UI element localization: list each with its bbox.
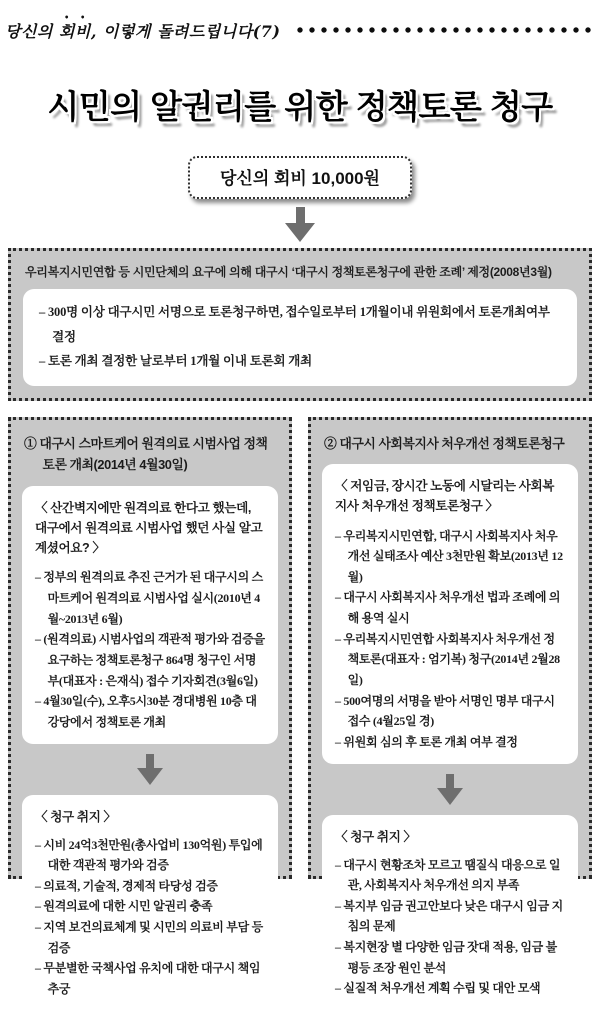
case2-purpose-list	[335, 855, 565, 999]
case1-purpose-bullet: – 원격의료에 대한 시민 알권리 충족	[35, 899, 213, 914]
case1-bullet: – (원격의료) 시범사업의 객관적 평가와 검증을 요구하는 정책토론청구 864명 청구인 서명부(대표자 : 은재식) 접수 기자회견(3월6일)	[35, 632, 265, 688]
ordinance-heading: 우리복지시민연합 등 시민단체의 요구에 의해 대구시 ‘대구시 정책토론청구에 관한 조례’ 제정(2008년3월)	[25, 265, 552, 280]
case1-bullet: – 4월30일(수), 오후5시30분 경대병원 10층 대강당에서 정책토론 개최	[35, 694, 257, 729]
arrow-stem	[296, 207, 305, 223]
case1-purpose-list	[35, 835, 265, 1000]
down-arrow-icon	[285, 207, 315, 242]
case1-purpose-bullet: – 지역 보건의료체계 및 시민의 의료비 부담 등 검증	[35, 920, 263, 955]
case1-purpose-bullet: – 의료적, 기술적, 경제적 타당성 검증	[35, 878, 218, 893]
page-title: 시민의 알권리를 위한 정책토론 청구	[47, 88, 553, 126]
case2-purpose-bullet: – 복지현장 별 다양한 임금 잣대 적용, 임금 불평등 조장 원인 분석	[335, 940, 557, 975]
case1-purpose-bullet: – 무분별한 국책사업 유치에 대한 대구시 책임 추궁	[35, 961, 261, 996]
down-arrow-icon	[437, 774, 463, 805]
case-columns	[8, 417, 592, 996]
case2-bullet: – 우리복지시민연합 사회복지사 처우개선 정책토론(대표자 : 엄기복) 청구(2014년 2월28일)	[335, 631, 560, 687]
dotted-rule	[294, 26, 594, 34]
case2-purpose-bullet: – 대구시 현황조차 모르고 땜질식 대응으로 일관, 사회복지사 처우개선 의지 부족	[335, 857, 561, 893]
down-arrow-icon	[137, 754, 163, 785]
case-column-welfare-workers	[308, 417, 592, 996]
case2-purpose-card	[322, 815, 578, 1011]
case2-question: 〈 저임금, 장시간 노동에 시달리는 사회복지사 처우개선 정책토론청구 〉	[335, 479, 555, 514]
case2-purpose-bullet: – 복지부 임금 권고안보다 낮은 대구시 임금 지침의 문제	[335, 898, 563, 934]
arrow-head	[285, 223, 315, 242]
arrow-stem	[146, 754, 154, 768]
case1-bullet-list	[35, 567, 265, 732]
ordinance-bullet: – 300명 이상 대구시민 서명으로 토론청구하면, 접수일로부터 1개월이내 위원회에서 토론개최여부 결정	[39, 305, 550, 344]
arrow-head	[437, 788, 463, 805]
case1-detail-card	[22, 486, 278, 744]
case2-bullet: – 대구시 사회복지사 처우개선 법과 조례에 의해 용역 실시	[335, 590, 561, 626]
series-label-pre: 당신의	[5, 22, 59, 41]
ordinance-detail-card	[23, 289, 577, 385]
series-header	[0, 0, 600, 47]
case2-bullet-list	[335, 526, 565, 753]
case1-question: 〈 산간벽지에만 원격의료 한다고 했는데, 대구에서 원격의료 시범사업 했던 사실 알고 계셨어요? 〉	[35, 501, 263, 556]
arrow-head	[137, 768, 163, 785]
ordinance-box	[8, 248, 592, 400]
series-label	[5, 12, 280, 47]
case2-bullet: – 위원회 심의 후 토론 개최 여부 결정	[335, 734, 518, 749]
case1-purpose-bullet: – 시비 24억3천만원(총사업비 130억원) 투입에 대한 객관적 평가와 검증	[35, 837, 263, 873]
case-column-smartcare	[8, 417, 292, 996]
case2-purpose-bullet: – 실질적 처우개선 계획 수립 및 대안 모색	[335, 981, 541, 996]
ordinance-bullet: – 토론 개최 결정한 날로부터 1개월 이내 토론회 개최	[39, 354, 313, 369]
series-label-emphasis: 회비	[58, 22, 91, 41]
case1-purpose-heading: 〈 청구 취지 〉	[35, 810, 116, 825]
series-label-post: , 이렇게 돌려드립니다(7)	[90, 22, 281, 41]
case2-bullet: – 우리복지시민연합, 대구시 사회복지사 처우개선 실태조사 예산 3천만원 확보(2013년 12월)	[335, 528, 563, 584]
case2-heading: ② 대구시 사회복지사 처우개선 정책토론청구	[324, 435, 565, 451]
case1-bullet: – 정부의 원격의료 추진 근거가 된 대구시의 스마트케어 원격의료 시범사업 실시(2010년 4월~2013년 6월)	[35, 570, 263, 626]
case1-heading: ① 대구시 스마트케어 원격의료 시범사업 정책토론 개최(2014년 4월30일)	[24, 435, 268, 473]
case2-detail-card	[322, 464, 578, 764]
arrow-stem	[446, 774, 454, 788]
case1-purpose-card	[22, 795, 278, 1011]
fee-badge: 당신의 회비 10,000원	[188, 156, 412, 199]
case2-purpose-heading: 〈 청구 취지 〉	[335, 830, 416, 845]
case2-bullet: – 500여명의 서명을 받아 서명인 명부 대구시 접수 (4월25일 경)	[335, 693, 555, 729]
